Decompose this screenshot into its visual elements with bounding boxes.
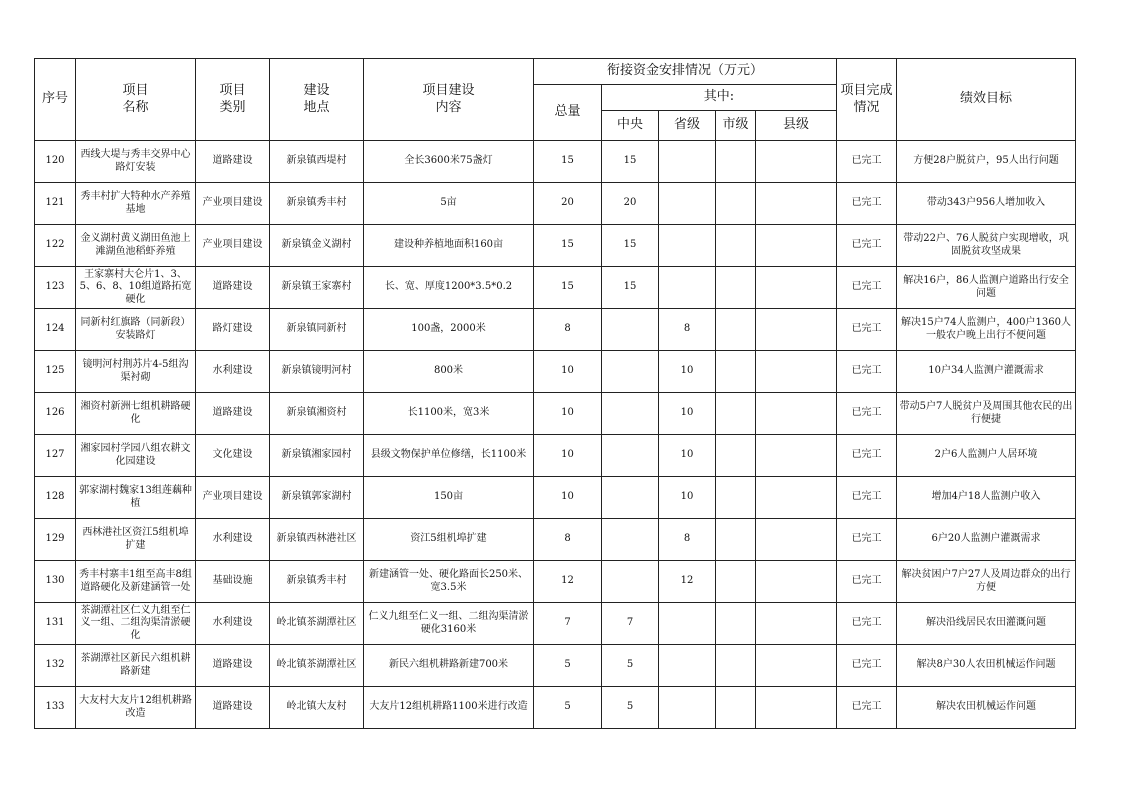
table-row	[35, 141, 1076, 183]
cell-name: 郭家湖村魏家13组莲藕种植	[76, 477, 196, 519]
table-row	[35, 183, 1076, 225]
cell-county	[756, 687, 837, 729]
cell-seq: 123	[35, 267, 76, 309]
header-province: 省级	[659, 111, 716, 141]
cell-type: 道路建设	[196, 645, 270, 687]
cell-seq: 128	[35, 477, 76, 519]
header-name-line2: 名称	[122, 99, 149, 115]
cell-goal: 解决16户，86人监测户道路出行安全问题	[897, 267, 1076, 309]
cell-status: 已完工	[837, 351, 897, 393]
cell-location: 新泉镇王家寨村	[270, 267, 364, 309]
cell-province	[659, 183, 716, 225]
cell-total: 10	[534, 393, 602, 435]
header-status-line2: 情况	[853, 99, 880, 115]
header-city: 市级	[716, 111, 756, 141]
cell-central: 15	[602, 141, 659, 183]
cell-content: 县级文物保护单位修缮，长1100米	[364, 435, 534, 477]
cell-central: 5	[602, 687, 659, 729]
cell-city	[716, 519, 756, 561]
cell-location: 岭北镇茶湖潭社区	[270, 645, 364, 687]
cell-name: 金义湖村黄义湖田鱼池上滩湖鱼池稻虾养殖	[76, 225, 196, 267]
cell-seq: 132	[35, 645, 76, 687]
cell-name: 西线大堤与秀丰交界中心路灯安装	[76, 141, 196, 183]
cell-central	[602, 519, 659, 561]
cell-type: 产业项目建设	[196, 183, 270, 225]
cell-location: 新泉镇西堤村	[270, 141, 364, 183]
cell-central: 5	[602, 645, 659, 687]
cell-location: 新泉镇西林港社区	[270, 519, 364, 561]
cell-status: 已完工	[837, 687, 897, 729]
cell-goal: 解决沿线居民农田灌溉问题	[897, 603, 1076, 645]
cell-goal: 解决8户30人农田机械运作问题	[897, 645, 1076, 687]
header-goal: 绩效目标	[897, 59, 1076, 141]
cell-central	[602, 351, 659, 393]
table-row	[35, 519, 1076, 561]
cell-content: 新建涵管一处、硬化路面长250米、宽3.5米	[364, 561, 534, 603]
cell-type: 水利建设	[196, 603, 270, 645]
cell-type: 道路建设	[196, 687, 270, 729]
table-row	[35, 477, 1076, 519]
cell-province: 10	[659, 477, 716, 519]
cell-total: 5	[534, 687, 602, 729]
cell-central	[602, 561, 659, 603]
cell-central	[602, 477, 659, 519]
cell-goal: 带动22户、76人脱贫户实现增收，巩固脱贫攻坚成果	[897, 225, 1076, 267]
cell-goal: 增加4户18人监测户收入	[897, 477, 1076, 519]
header-total: 总量	[534, 85, 602, 141]
cell-central: 15	[602, 225, 659, 267]
cell-city	[716, 351, 756, 393]
cell-city	[716, 435, 756, 477]
cell-province	[659, 603, 716, 645]
cell-type: 道路建设	[196, 267, 270, 309]
cell-status: 已完工	[837, 477, 897, 519]
cell-seq: 125	[35, 351, 76, 393]
table-row	[35, 561, 1076, 603]
projects-table	[34, 58, 1076, 729]
cell-content: 长、宽、厚度1200*3.5*0.2	[364, 267, 534, 309]
cell-total: 12	[534, 561, 602, 603]
cell-name: 秀丰村寨丰1组至高丰8组道路硬化及新建涵管一处	[76, 561, 196, 603]
table-row	[35, 687, 1076, 729]
cell-province	[659, 645, 716, 687]
header-content-line1: 项目建设	[422, 83, 475, 99]
cell-county	[756, 183, 837, 225]
cell-goal: 带动343户956人增加收入	[897, 183, 1076, 225]
header-location-line1: 建设	[303, 83, 330, 99]
cell-total: 20	[534, 183, 602, 225]
cell-seq: 127	[35, 435, 76, 477]
header-status	[837, 59, 897, 141]
cell-location: 新泉镇同新村	[270, 309, 364, 351]
cell-content: 大友片12组机耕路1100米进行改造	[364, 687, 534, 729]
header-location	[270, 59, 364, 141]
header-type-line2: 类别	[219, 99, 246, 115]
cell-content: 建设种养植地面积160亩	[364, 225, 534, 267]
cell-seq: 124	[35, 309, 76, 351]
cell-type: 产业项目建设	[196, 225, 270, 267]
cell-content: 新民六组机耕路新建700米	[364, 645, 534, 687]
cell-seq: 126	[35, 393, 76, 435]
header-content-line2: 内容	[435, 99, 462, 115]
cell-total: 15	[534, 267, 602, 309]
cell-status: 已完工	[837, 603, 897, 645]
cell-total: 7	[534, 603, 602, 645]
cell-seq: 120	[35, 141, 76, 183]
cell-county	[756, 225, 837, 267]
cell-goal: 解决15户74人监测户，400户1360人一般农户晚上出行不便问题	[897, 309, 1076, 351]
cell-location: 岭北镇茶湖潭社区	[270, 603, 364, 645]
cell-type: 基础设施	[196, 561, 270, 603]
cell-status: 已完工	[837, 141, 897, 183]
cell-seq: 133	[35, 687, 76, 729]
cell-name: 王家寨村大仑片1、3、5、6、8、10组道路拓宽硬化	[76, 267, 196, 309]
cell-name: 茶湖潭社区仁义九组至仁义一组、二组沟渠清淤硬化	[76, 603, 196, 645]
cell-province	[659, 267, 716, 309]
cell-city	[716, 477, 756, 519]
cell-total: 15	[534, 141, 602, 183]
cell-name: 湘家园村学园八组农耕文化园建设	[76, 435, 196, 477]
cell-type: 产业项目建设	[196, 477, 270, 519]
cell-goal: 10户34人监测户灌溉需求	[897, 351, 1076, 393]
header-county: 县级	[756, 111, 837, 141]
header-central: 中央	[602, 111, 659, 141]
table-row	[35, 435, 1076, 477]
cell-central: 7	[602, 603, 659, 645]
cell-total: 8	[534, 309, 602, 351]
cell-city	[716, 141, 756, 183]
cell-goal: 6户20人监测户灌溉需求	[897, 519, 1076, 561]
cell-location: 新泉镇镜明河村	[270, 351, 364, 393]
cell-type: 道路建设	[196, 141, 270, 183]
cell-goal: 解决农田机械运作问题	[897, 687, 1076, 729]
cell-total: 15	[534, 225, 602, 267]
header-funds: 衔接资金安排情况（万元）	[534, 59, 837, 85]
header-location-line2: 地点	[303, 99, 330, 115]
table-row	[35, 225, 1076, 267]
table-row	[35, 645, 1076, 687]
cell-location: 新泉镇秀丰村	[270, 561, 364, 603]
cell-content: 100盏，2000米	[364, 309, 534, 351]
cell-content: 全长3600米75盏灯	[364, 141, 534, 183]
cell-central	[602, 435, 659, 477]
cell-city	[716, 309, 756, 351]
cell-county	[756, 519, 837, 561]
cell-status: 已完工	[837, 267, 897, 309]
cell-seq: 129	[35, 519, 76, 561]
cell-county	[756, 141, 837, 183]
cell-province: 10	[659, 351, 716, 393]
cell-city	[716, 687, 756, 729]
header-name	[76, 59, 196, 141]
cell-county	[756, 645, 837, 687]
cell-province	[659, 141, 716, 183]
cell-status: 已完工	[837, 225, 897, 267]
cell-name: 大友村大友片12组机耕路改造	[76, 687, 196, 729]
cell-county	[756, 561, 837, 603]
cell-city	[716, 393, 756, 435]
cell-city	[716, 225, 756, 267]
cell-name: 西林港社区资江5组机埠扩建	[76, 519, 196, 561]
table-row	[35, 351, 1076, 393]
header-of-which: 其中:	[602, 85, 837, 111]
cell-goal: 带动5户7人脱贫户及周围其他农民的出行便捷	[897, 393, 1076, 435]
cell-goal: 解决贫困户7户27人及周边群众的出行方便	[897, 561, 1076, 603]
cell-content: 800米	[364, 351, 534, 393]
table-row	[35, 309, 1076, 351]
cell-total: 10	[534, 435, 602, 477]
cell-province: 12	[659, 561, 716, 603]
cell-province: 8	[659, 519, 716, 561]
cell-seq: 130	[35, 561, 76, 603]
cell-name: 茶湖潭社区新民六组机耕路新建	[76, 645, 196, 687]
cell-goal: 方便28户脱贫户，95人出行问题	[897, 141, 1076, 183]
cell-location: 新泉镇金义湖村	[270, 225, 364, 267]
header-type-line1: 项目	[219, 83, 246, 99]
cell-province: 8	[659, 309, 716, 351]
header-status-line1: 项目完成	[840, 83, 893, 99]
cell-goal: 2户6人监测户人居环境	[897, 435, 1076, 477]
cell-location: 新泉镇秀丰村	[270, 183, 364, 225]
cell-status: 已完工	[837, 519, 897, 561]
cell-status: 已完工	[837, 435, 897, 477]
header-seq: 序号	[35, 59, 76, 141]
cell-seq: 121	[35, 183, 76, 225]
header-type	[196, 59, 270, 141]
cell-city	[716, 561, 756, 603]
cell-total: 10	[534, 477, 602, 519]
cell-content: 仁义九组至仁义一组、二组沟渠清淤硬化3160米	[364, 603, 534, 645]
cell-status: 已完工	[837, 183, 897, 225]
cell-status: 已完工	[837, 561, 897, 603]
cell-province	[659, 687, 716, 729]
table-row	[35, 393, 1076, 435]
cell-total: 5	[534, 645, 602, 687]
cell-county	[756, 267, 837, 309]
cell-province	[659, 225, 716, 267]
cell-location: 新泉镇郭家湖村	[270, 477, 364, 519]
cell-type: 路灯建设	[196, 309, 270, 351]
cell-province: 10	[659, 393, 716, 435]
cell-central: 20	[602, 183, 659, 225]
cell-name: 同新村红旗路（同新段）安装路灯	[76, 309, 196, 351]
cell-city	[716, 183, 756, 225]
cell-county	[756, 351, 837, 393]
cell-name: 湘资村新洲七组机耕路硬化	[76, 393, 196, 435]
cell-total: 8	[534, 519, 602, 561]
cell-seq: 131	[35, 603, 76, 645]
cell-location: 新泉镇湘资村	[270, 393, 364, 435]
cell-city	[716, 645, 756, 687]
cell-central	[602, 309, 659, 351]
header-content	[364, 59, 534, 141]
table-row	[35, 267, 1076, 309]
cell-type: 道路建设	[196, 393, 270, 435]
cell-location: 新泉镇湘家园村	[270, 435, 364, 477]
cell-content: 长1100米，宽3米	[364, 393, 534, 435]
cell-county	[756, 309, 837, 351]
cell-content: 5亩	[364, 183, 534, 225]
cell-total: 10	[534, 351, 602, 393]
cell-content: 资江5组机埠扩建	[364, 519, 534, 561]
cell-location: 岭北镇大友村	[270, 687, 364, 729]
cell-status: 已完工	[837, 393, 897, 435]
cell-county	[756, 435, 837, 477]
cell-county	[756, 393, 837, 435]
cell-type: 水利建设	[196, 351, 270, 393]
cell-type: 文化建设	[196, 435, 270, 477]
cell-province: 10	[659, 435, 716, 477]
cell-city	[716, 267, 756, 309]
cell-status: 已完工	[837, 309, 897, 351]
cell-central	[602, 393, 659, 435]
cell-content: 150亩	[364, 477, 534, 519]
cell-seq: 122	[35, 225, 76, 267]
header-name-line1: 项目	[122, 83, 149, 99]
cell-name: 秀丰村扩大特种水产养殖基地	[76, 183, 196, 225]
cell-name: 镜明河村荆苏片4-5组沟渠衬砌	[76, 351, 196, 393]
table-body	[35, 141, 1076, 729]
cell-type: 水利建设	[196, 519, 270, 561]
cell-central: 15	[602, 267, 659, 309]
cell-county	[756, 477, 837, 519]
cell-city	[716, 603, 756, 645]
cell-status: 已完工	[837, 645, 897, 687]
table-row	[35, 603, 1076, 645]
cell-county	[756, 603, 837, 645]
